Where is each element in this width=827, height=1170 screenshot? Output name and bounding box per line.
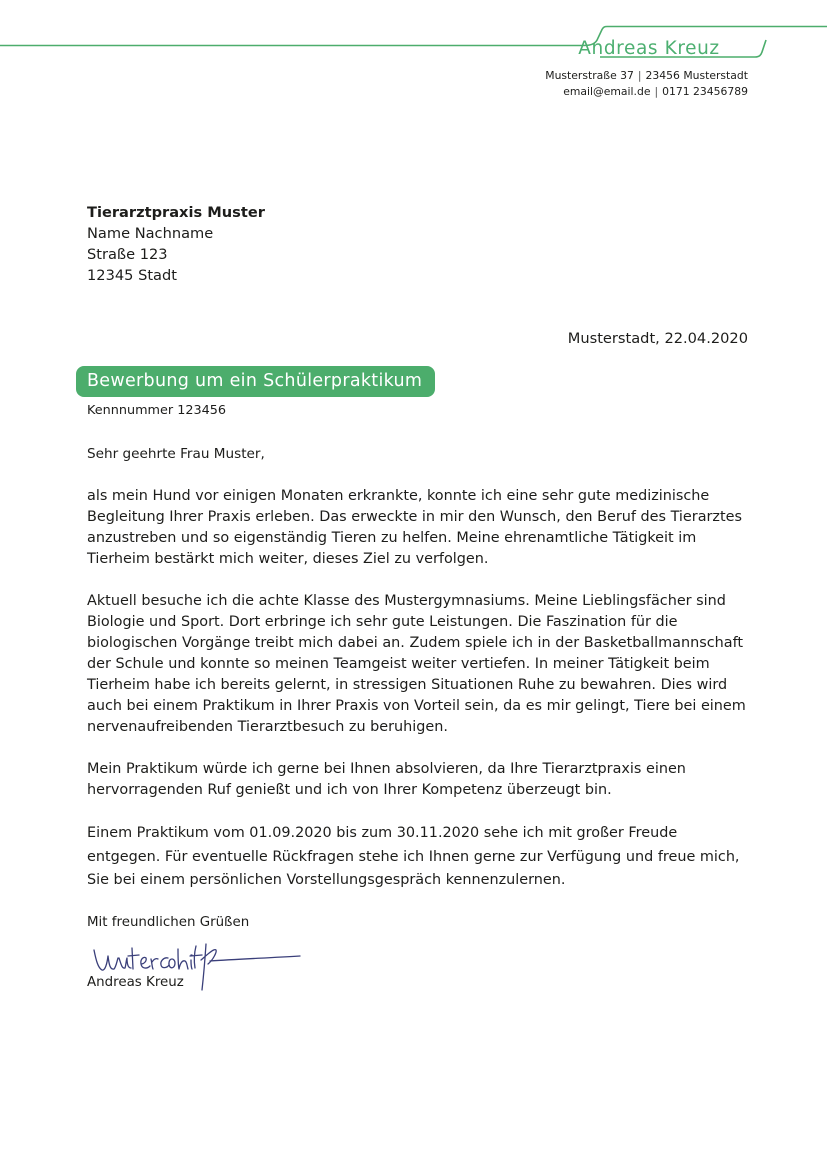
sender-email: email@email.de (563, 85, 651, 98)
body-paragraph: Einem Praktikum vom 01.09.2020 bis zum 30.11.2020 sehe ich mit großer Freude entgegen. Für eventuelle Rückfragen stehe ich Ihnen gerne zur Verfügung und freue mich, Sie bei einem persönlichen Vorstellungsgespräch kennenzulernen. (87, 825, 740, 888)
recipient-street: Straße 123 (87, 246, 168, 263)
sender-street: Musterstraße 37 (545, 69, 634, 82)
sender-name-title: Andreas Kreuz (578, 38, 720, 59)
body-paragraph: Aktuell besuche ich die achte Klasse des Mustergymnasiums. Meine Lieblingsfächer sind Biologie und Sport. Dort erbringe ich sehr gute Leistungen. Die Faszination für die biologischen Vorgänge treibt mich dabei an. Zudem spiele ich in der Basketballmannschaft der Schule und konnte so meinen Teamgeist weiter vertiefen. In meiner Tätigkeit beim Tierheim habe ich bereits gelernt, in stressigen Situationen Ruhe zu bewahren. Dies wird auch bei einem Praktikum in Ihrer Praxis von Vorteil sein, da es mir gelingt, Tiere bei einem nervenaufreibenden Tierarztbesuch zu beruhigen. (87, 593, 746, 735)
reference-number: Kennnummer 123456 (87, 403, 227, 418)
separator: | (654, 85, 659, 98)
subject-banner: Bewerbung um ein Schülerpraktikum (76, 366, 435, 397)
sender-city: 23456 Musterstadt (645, 69, 748, 82)
recipient-city: 12345 Stadt (87, 267, 177, 284)
signer-name: Andreas Kreuz (87, 975, 184, 990)
body-paragraph: als mein Hund vor einigen Monaten erkrankte, konnte ich eine sehr gute medizinische Begleitung Ihrer Praxis erleben. Das erweckte in mir den Wunsch, den Beruf des Tierarztes anzustreben und so eigenständig Tieren zu helfen. Meine ehrenamtliche Tätigkeit im Tierheim bestärkt mich weiter, dieses Ziel zu verfolgen. (87, 488, 742, 567)
letter-date: Musterstadt, 22.04.2020 (567, 330, 748, 347)
separator: | (637, 69, 642, 82)
recipient-address-block (87, 202, 265, 286)
sender-phone: 0171 23456789 (662, 85, 748, 98)
recipient-company: Tierarztpraxis Muster (87, 204, 265, 221)
sender-contact-line (563, 85, 748, 99)
salutation: Sehr geehrte Frau Muster, (87, 446, 265, 462)
sender-address-line (545, 69, 748, 83)
closing-phrase: Mit freundlichen Grüßen (87, 915, 250, 930)
recipient-contact: Name Nachname (87, 225, 214, 242)
letter-body (87, 486, 755, 914)
body-paragraph: Mein Praktikum würde ich gerne bei Ihnen absolvieren, da Ihre Tierarztpraxis einen hervorragenden Ruf genießt und ich von Ihrer Kompetenz überzeugt bin. (87, 761, 686, 798)
